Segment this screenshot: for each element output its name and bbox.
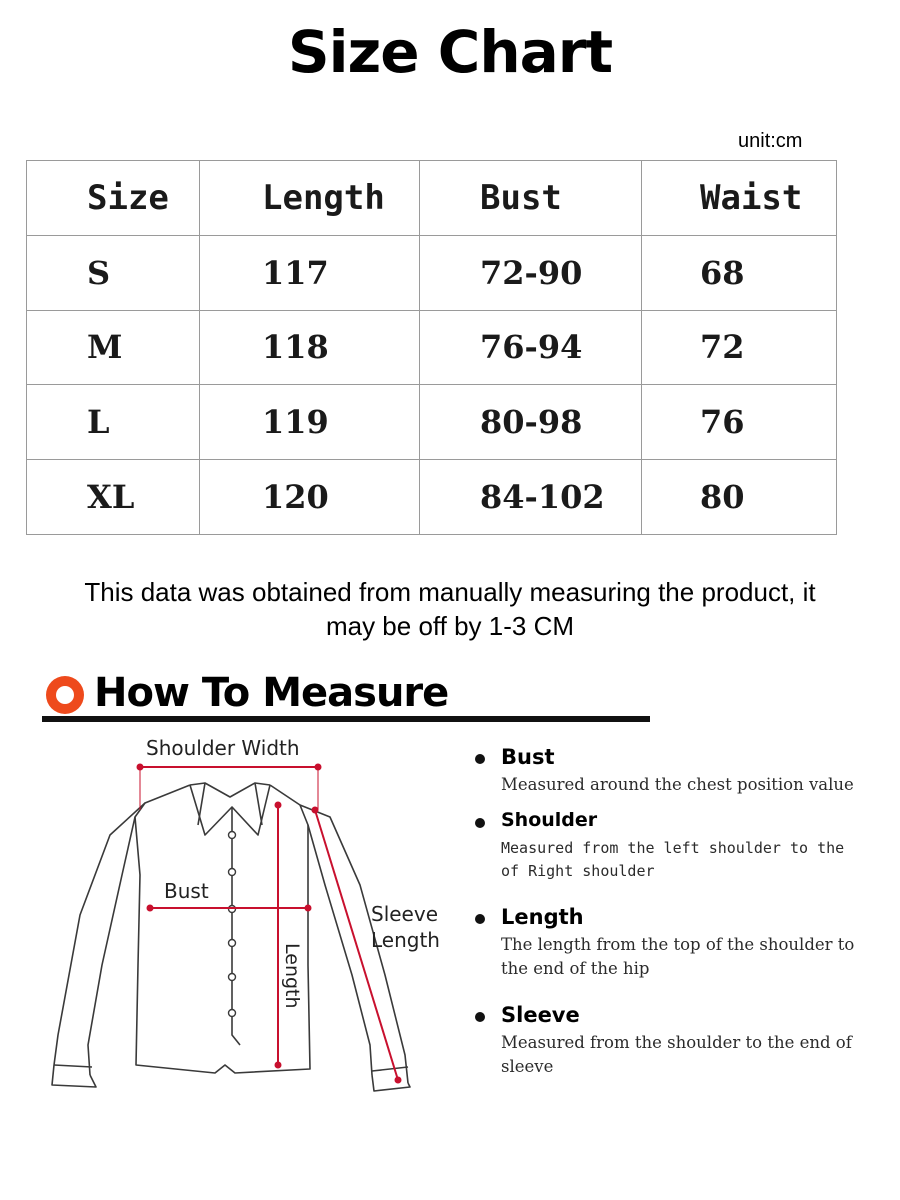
page-title: Size Chart bbox=[287, 18, 613, 86]
definition-term: Bust bbox=[501, 745, 555, 769]
note-line-1: This data was obtained from manually measuring the product, it bbox=[84, 577, 816, 607]
definition-desc: Measured around the chest position value bbox=[501, 775, 854, 794]
how-to-measure-header bbox=[40, 668, 652, 728]
shirt-outline bbox=[52, 783, 410, 1091]
header-divider bbox=[42, 716, 650, 722]
definition-desc: Measured from the shoulder to the end of sleeve bbox=[501, 1033, 852, 1076]
circle-icon bbox=[46, 676, 84, 714]
sleeve-label-line1: Sleeve bbox=[371, 902, 439, 926]
note-line-2: may be off by 1-3 CM bbox=[325, 611, 575, 641]
header-size: Size bbox=[27, 161, 200, 236]
header-waist: Waist bbox=[642, 161, 837, 236]
table-row bbox=[27, 385, 837, 460]
unit-label: unit:cm bbox=[738, 130, 803, 152]
definition-desc: Measured from the left shoulder to the of Right shoulder bbox=[501, 839, 845, 880]
length-label: Length bbox=[281, 943, 303, 1009]
table-row bbox=[27, 460, 837, 535]
cell-size: XL bbox=[27, 460, 200, 535]
cell-size: M bbox=[27, 310, 200, 385]
shirt-diagram bbox=[40, 735, 460, 1095]
cell-length: 117 bbox=[200, 235, 420, 310]
shoulder-width-label: Shoulder Width bbox=[146, 736, 300, 760]
definition-desc: The length from the top of the shoulder to the end of the hip bbox=[501, 935, 855, 978]
button-icon bbox=[229, 832, 236, 839]
cell-bust: 84-102 bbox=[420, 460, 642, 535]
table-row bbox=[27, 235, 837, 310]
measurement-note bbox=[0, 575, 900, 643]
cell-length: 118 bbox=[200, 310, 420, 385]
header-bust: Bust bbox=[420, 161, 642, 236]
cell-length: 120 bbox=[200, 460, 420, 535]
button-icon bbox=[229, 869, 236, 876]
cell-waist: 80 bbox=[642, 460, 837, 535]
bust-label: Bust bbox=[164, 879, 209, 903]
cell-size: S bbox=[27, 235, 200, 310]
cell-waist: 68 bbox=[642, 235, 837, 310]
cell-waist: 72 bbox=[642, 310, 837, 385]
definition-term: Shoulder bbox=[501, 809, 598, 831]
button-icon bbox=[229, 974, 236, 981]
button-icon bbox=[229, 940, 236, 947]
bullet-icon bbox=[475, 754, 485, 764]
cell-size: L bbox=[27, 385, 200, 460]
cell-bust: 72-90 bbox=[420, 235, 642, 310]
definition-term: Length bbox=[501, 905, 584, 929]
cell-bust: 80-98 bbox=[420, 385, 642, 460]
button-icon bbox=[229, 1010, 236, 1017]
bullet-icon bbox=[475, 914, 485, 924]
cell-waist: 76 bbox=[642, 385, 837, 460]
table-row bbox=[27, 310, 837, 385]
table-header-row bbox=[27, 161, 837, 236]
bullet-icon bbox=[475, 1012, 485, 1022]
size-table bbox=[26, 160, 837, 535]
sleeve-label-line2: Length bbox=[371, 928, 440, 952]
definition-term: Sleeve bbox=[501, 1003, 580, 1027]
bullet-icon bbox=[475, 818, 485, 828]
cell-bust: 76-94 bbox=[420, 310, 642, 385]
header-length: Length bbox=[200, 161, 420, 236]
measurement-lines bbox=[138, 765, 401, 1083]
cell-length: 119 bbox=[200, 385, 420, 460]
how-to-measure-title: How To Measure bbox=[94, 670, 449, 716]
